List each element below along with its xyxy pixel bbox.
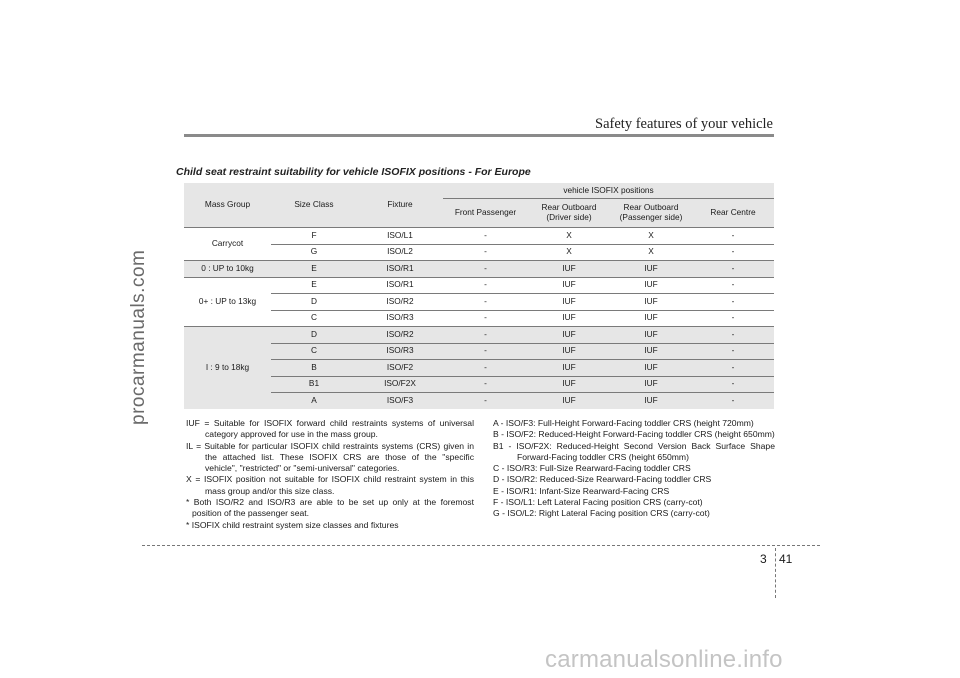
position-value-cell: IUF <box>610 261 692 278</box>
position-value-cell: - <box>443 228 528 245</box>
size-class-cell: E <box>271 261 357 278</box>
header-rear-centre: Rear Centre <box>692 199 774 228</box>
header-rule <box>184 134 774 137</box>
position-value-cell: X <box>528 228 610 245</box>
header-mass-group: Mass Group <box>184 183 271 228</box>
note-line: * Both ISO/R2 and ISO/R3 are able to be set up only at the foremost position of the passenger seat. <box>186 497 474 519</box>
position-value-cell: - <box>692 343 774 360</box>
fixture-cell: ISO/L2 <box>357 244 443 261</box>
position-value-cell: IUF <box>528 360 610 377</box>
table-row <box>184 376 774 393</box>
table-row <box>184 244 774 261</box>
table-row <box>184 310 774 327</box>
position-value-cell: X <box>528 244 610 261</box>
table-row <box>184 261 774 278</box>
position-value-cell: - <box>443 343 528 360</box>
fixture-cell: ISO/R3 <box>357 343 443 360</box>
fixture-cell: ISO/R2 <box>357 327 443 344</box>
running-header-title: Safety features of your vehicle <box>595 116 773 132</box>
position-value-cell: IUF <box>610 360 692 377</box>
position-value-cell: - <box>692 360 774 377</box>
position-value-cell: - <box>692 277 774 294</box>
page-number: 41 <box>779 552 793 566</box>
note-line: IUF = Suitable for ISOFIX forward child restraints systems of universal category approved for use in the mass group. <box>186 418 474 440</box>
size-class-cell: G <box>271 244 357 261</box>
size-class-cell: C <box>271 310 357 327</box>
fixture-cell: ISO/R3 <box>357 310 443 327</box>
isofix-suitability-table <box>184 183 774 409</box>
position-value-cell: IUF <box>610 393 692 409</box>
position-value-cell: - <box>692 261 774 278</box>
position-value-cell: - <box>692 376 774 393</box>
note-line: * ISOFIX child restraint system size classes and fixtures <box>186 519 399 530</box>
position-value-cell: - <box>692 294 774 311</box>
bottom-watermark: carmanualsonline.info <box>545 646 783 673</box>
size-class-cell: D <box>271 294 357 311</box>
fixture-cell: ISO/R1 <box>357 261 443 278</box>
table-row <box>184 393 774 409</box>
position-value-cell: IUF <box>610 277 692 294</box>
position-value-cell: IUF <box>528 277 610 294</box>
footer-dashed-divider <box>775 548 776 598</box>
size-class-cell: E <box>271 277 357 294</box>
position-value-cell: - <box>692 327 774 344</box>
mass-group-cell: 0 : UP to 10kg <box>184 261 271 278</box>
position-value-cell: IUF <box>528 376 610 393</box>
table-row <box>184 294 774 311</box>
note-line: B - ISO/F2: Reduced-Height Forward-Facing toddler CRS (height 650mm) <box>493 429 775 440</box>
position-value-cell: X <box>610 228 692 245</box>
note-line: X = ISOFIX position not suitable for ISOFIX child restraint system in this mass group and/or this size class. <box>186 474 474 496</box>
position-value-cell: - <box>692 393 774 409</box>
section-title: Child seat restraint suitability for vehicle ISOFIX positions - For Europe <box>176 166 531 178</box>
size-class-cell: B1 <box>271 376 357 393</box>
size-class-cell: F <box>271 228 357 245</box>
position-value-cell: - <box>443 376 528 393</box>
position-value-cell: IUF <box>528 327 610 344</box>
position-value-cell: - <box>443 393 528 409</box>
position-value-cell: IUF <box>528 393 610 409</box>
position-value-cell: IUF <box>610 294 692 311</box>
note-line: C - ISO/R3: Full-Size Rearward-Facing toddler CRS <box>493 463 691 474</box>
position-value-cell: IUF <box>610 343 692 360</box>
fixture-cell: ISO/L1 <box>357 228 443 245</box>
position-value-cell: IUF <box>528 343 610 360</box>
position-value-cell: - <box>443 261 528 278</box>
position-value-cell: X <box>610 244 692 261</box>
fixture-cell: ISO/R1 <box>357 277 443 294</box>
header-front-passenger: Front Passenger <box>443 199 528 228</box>
position-value-cell: IUF <box>610 376 692 393</box>
header-rear-outboard-passenger: Rear Outboard (Passenger side) <box>610 199 692 228</box>
header-fixture: Fixture <box>357 183 443 228</box>
mass-group-cell: 0+ : UP to 13kg <box>184 277 271 327</box>
fixture-cell: ISO/F2X <box>357 376 443 393</box>
note-line: D - ISO/R2: Reduced-Size Rearward-Facing toddler CRS <box>493 474 712 485</box>
size-class-cell: C <box>271 343 357 360</box>
position-value-cell: - <box>443 277 528 294</box>
position-value-cell: - <box>443 244 528 261</box>
position-value-cell: - <box>692 228 774 245</box>
chapter-number: 3 <box>760 552 767 566</box>
position-value-cell: - <box>443 294 528 311</box>
table-row <box>184 228 774 245</box>
position-value-cell: - <box>443 327 528 344</box>
position-value-cell: IUF <box>610 327 692 344</box>
fixture-cell: ISO/F2 <box>357 360 443 377</box>
size-class-notes-right <box>493 418 775 520</box>
header-isofix-positions: vehicle ISOFIX positions <box>443 183 774 199</box>
size-class-cell: B <box>271 360 357 377</box>
table-row <box>184 327 774 344</box>
size-class-cell: A <box>271 393 357 409</box>
table-row <box>184 360 774 377</box>
position-value-cell: IUF <box>610 310 692 327</box>
header-rear-outboard-driver: Rear Outboard (Driver side) <box>528 199 610 228</box>
position-value-cell: IUF <box>528 310 610 327</box>
position-value-cell: IUF <box>528 294 610 311</box>
note-line: E - ISO/R1: Infant-Size Rearward-Facing CRS <box>493 485 670 496</box>
position-value-cell: - <box>692 244 774 261</box>
side-watermark: procarmanuals.com <box>128 249 149 425</box>
note-line: A - ISO/F3: Full-Height Forward-Facing toddler CRS (height 720mm) <box>493 418 754 428</box>
note-line: G - ISO/L2: Right Lateral Facing position CRS (carry-cot) <box>493 508 710 519</box>
mass-group-cell: I : 9 to 18kg <box>184 327 271 409</box>
position-value-cell: - <box>443 310 528 327</box>
note-line: F - ISO/L1: Left Lateral Facing position CRS (carry-cot) <box>493 497 703 508</box>
fixture-cell: ISO/F3 <box>357 393 443 409</box>
note-line: IL = Suitable for particular ISOFIX child restraints systems (CRS) given in the attached list. These ISOFIX CRS are those of the "specific vehicle", "restricted" or "semi-universal" categories. <box>186 440 474 474</box>
footer-dashed-rule <box>142 545 820 546</box>
mass-group-cell: Carrycot <box>184 228 271 261</box>
position-value-cell: - <box>692 310 774 327</box>
header-size-class: Size Class <box>271 183 357 228</box>
position-value-cell: IUF <box>528 261 610 278</box>
position-value-cell: - <box>443 360 528 377</box>
table-row <box>184 343 774 360</box>
size-class-cell: D <box>271 327 357 344</box>
legend-notes-left <box>186 418 474 531</box>
table-row <box>184 277 774 294</box>
fixture-cell: ISO/R2 <box>357 294 443 311</box>
note-line: B1 - ISO/F2X: Reduced-Height Second Version Back Surface Shape Forward-Facing toddler CRS (height 650mm) <box>493 440 775 462</box>
